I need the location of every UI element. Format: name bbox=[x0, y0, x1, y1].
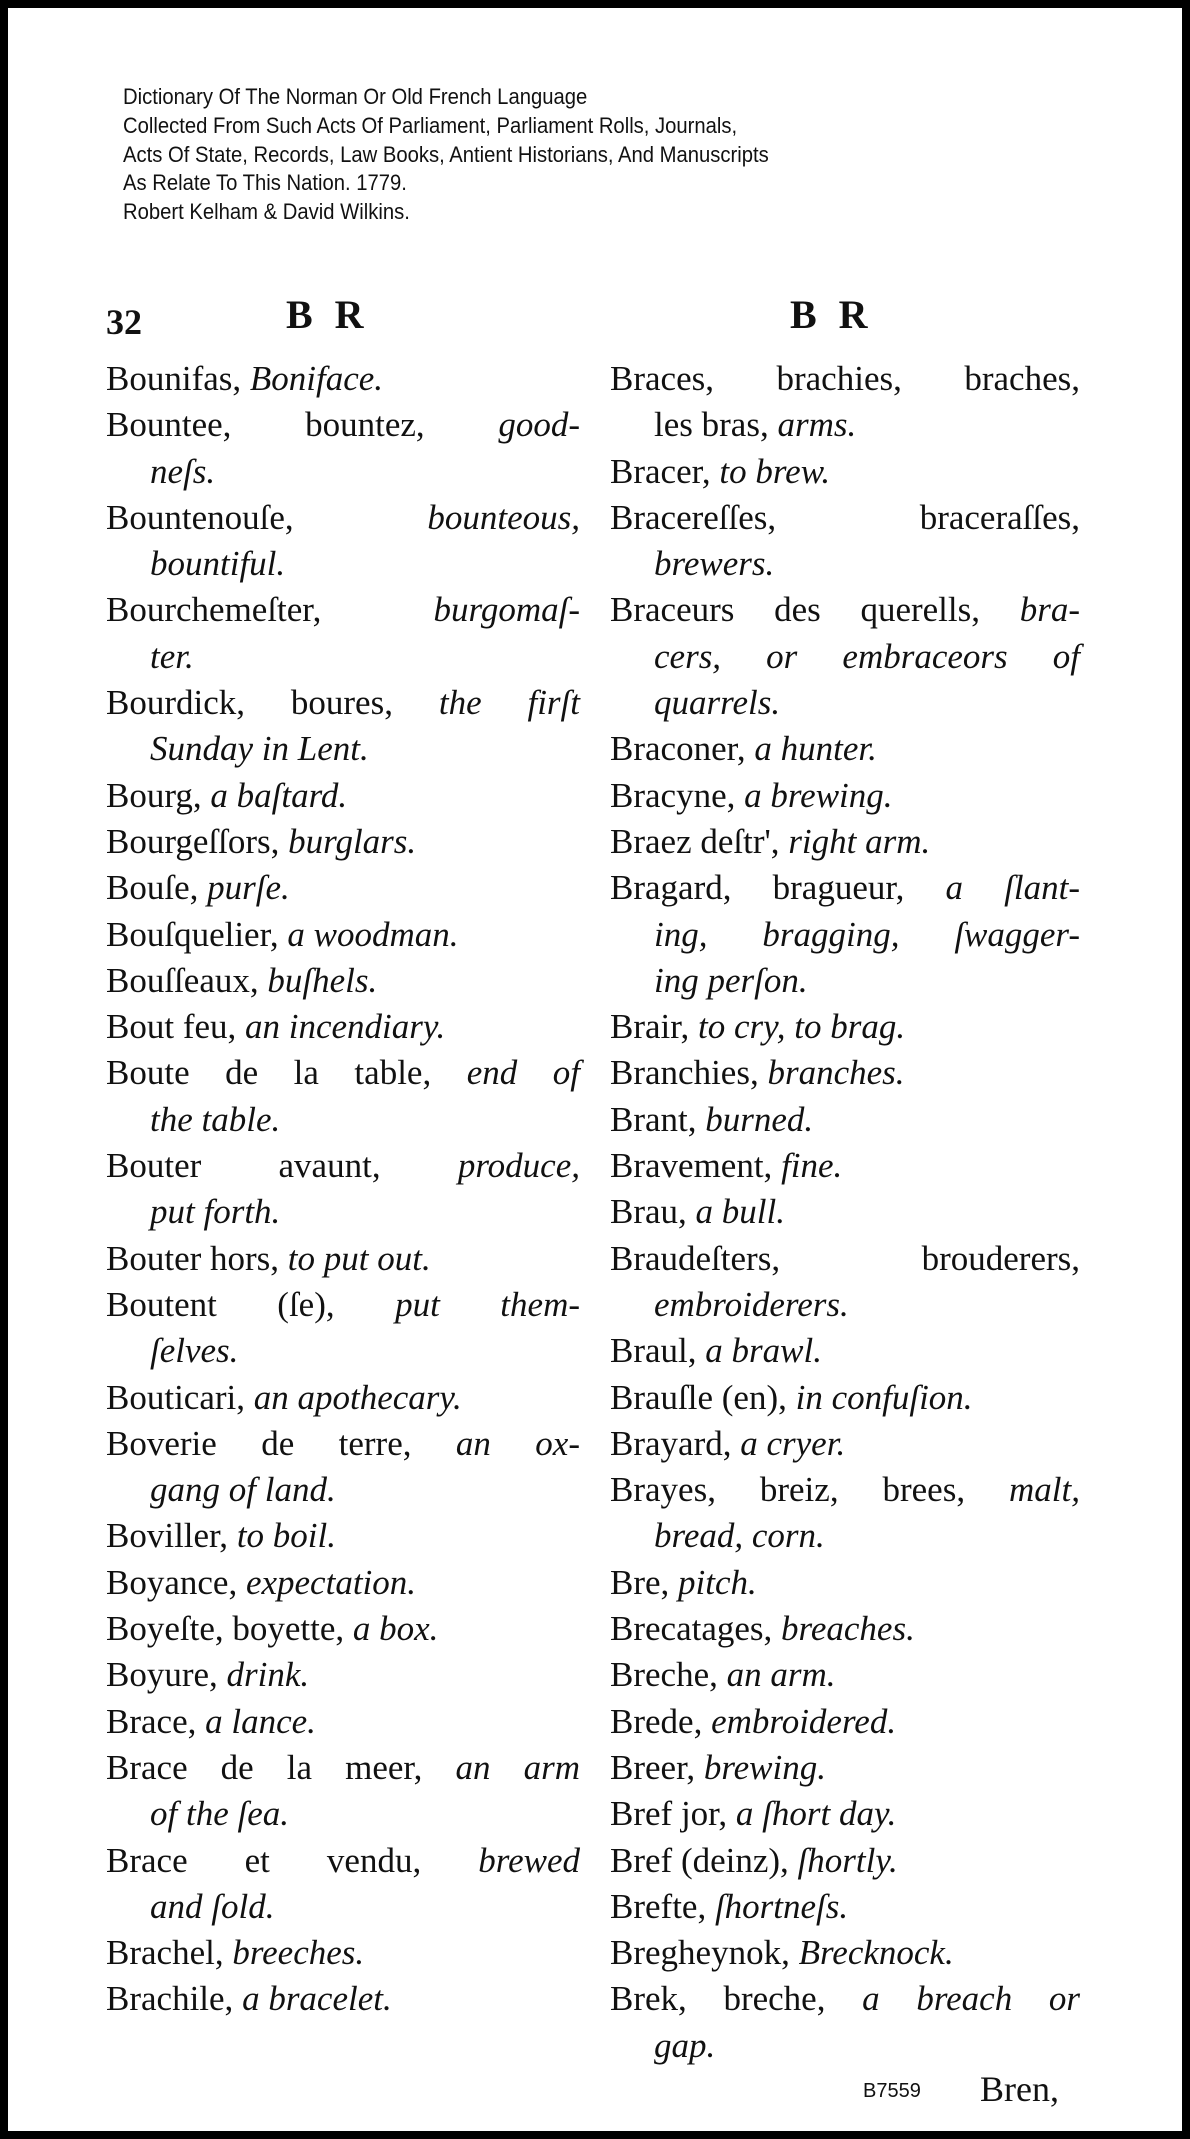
headword-text: Brant, bbox=[610, 1099, 706, 1139]
headword-text: Bountenouſe, bbox=[106, 497, 428, 537]
definition-text: a breach or bbox=[862, 1979, 1080, 2019]
entry-line bbox=[106, 356, 580, 402]
entry-line bbox=[106, 773, 580, 819]
headword-text: Bragard, bragueur, bbox=[610, 868, 946, 908]
entry-line bbox=[610, 912, 1080, 958]
headword-text: Bouſſeaux, bbox=[106, 960, 268, 1000]
definition-text: an apothecary. bbox=[253, 1377, 462, 1417]
running-head-left: B R bbox=[286, 292, 370, 337]
definition-text: brewers. bbox=[654, 544, 775, 584]
headword-text: Bounifas, bbox=[106, 359, 250, 398]
entry-line bbox=[106, 541, 580, 587]
entry-line bbox=[106, 495, 580, 541]
entry-line bbox=[610, 1375, 1080, 1421]
catalog-code: B7559 bbox=[863, 2080, 921, 2102]
headword-text: Brede, bbox=[610, 1701, 712, 1741]
definition-text: an arm bbox=[455, 1747, 580, 1787]
entry-line bbox=[106, 1467, 580, 1513]
definition-text: of the ſea. bbox=[150, 1794, 289, 1834]
definition-text: fine. bbox=[781, 1146, 843, 1186]
headword-text: Brek, breche, bbox=[610, 1979, 863, 2019]
entry-line bbox=[106, 449, 580, 495]
definition-text: burgomaſ- bbox=[433, 590, 580, 630]
headword-text: Bravement, bbox=[610, 1146, 782, 1186]
catchword: Bren, bbox=[980, 2069, 1059, 2109]
running-head-right: B R bbox=[790, 292, 874, 337]
definition-text: a hunter. bbox=[754, 729, 877, 769]
definition-text: expectation. bbox=[245, 1562, 417, 1602]
headword-text: Boyure, bbox=[106, 1655, 227, 1695]
definition-text: buſhels. bbox=[267, 960, 378, 1000]
entry-line bbox=[106, 958, 580, 1004]
entry-line bbox=[610, 1652, 1080, 1698]
entry-line bbox=[106, 1652, 580, 1698]
definition-text: bread, corn. bbox=[654, 1516, 825, 1556]
definition-text: branches. bbox=[767, 1053, 905, 1093]
headword-text: Bourg, bbox=[106, 775, 211, 815]
definition-text: embroidered. bbox=[711, 1701, 897, 1741]
header-line: As Relate To This Nation. 1779. bbox=[123, 170, 407, 196]
definition-text: in confuſion. bbox=[795, 1377, 973, 1417]
headword-text: Boyance, bbox=[106, 1562, 246, 1602]
definition-text: bounteous, bbox=[427, 497, 580, 537]
entry-line bbox=[106, 1050, 580, 1096]
right-column bbox=[610, 356, 1080, 2069]
entry-line bbox=[610, 958, 1080, 1004]
headword-text: Braudeſters, brouderers, bbox=[610, 1238, 1080, 1278]
definition-text: an arm. bbox=[726, 1655, 836, 1695]
entry-line bbox=[610, 2023, 1080, 2069]
definition-text: a baſtard. bbox=[210, 775, 348, 815]
headword-text: Bourdick, boures, bbox=[106, 683, 439, 723]
headword-text: Brayes, breiz, brees, bbox=[610, 1470, 1010, 1510]
entry-line bbox=[610, 449, 1080, 495]
entry-line bbox=[610, 1513, 1080, 1559]
headword-text: Brecatages, bbox=[610, 1609, 782, 1649]
entry-line bbox=[610, 680, 1080, 726]
headword-text: Brachel, bbox=[106, 1933, 233, 1973]
entry-line bbox=[610, 1838, 1080, 1884]
headword-text: Bountee, bountez, bbox=[106, 405, 499, 445]
definition-text: and ſold. bbox=[150, 1886, 275, 1926]
headword-text: Boviller, bbox=[106, 1516, 237, 1556]
headword-text: Bracereſſes, braceraſſes, bbox=[610, 497, 1080, 537]
entry-line bbox=[610, 634, 1080, 680]
definition-text: an incendiary. bbox=[245, 1007, 446, 1047]
definition-text: bra- bbox=[1019, 590, 1080, 630]
entry-line bbox=[610, 356, 1080, 402]
entry-line bbox=[106, 1097, 580, 1143]
definition-text: embroiderers. bbox=[654, 1284, 849, 1324]
headword-text: Brau, bbox=[610, 1192, 696, 1232]
entry-line bbox=[610, 1050, 1080, 1096]
entry-line bbox=[106, 1884, 580, 1930]
definition-text: a bracelet. bbox=[242, 1979, 392, 2019]
entry-line bbox=[610, 1745, 1080, 1791]
entry-line bbox=[610, 726, 1080, 772]
definition-text: neſs. bbox=[150, 451, 216, 491]
headword-text: Breer, bbox=[610, 1747, 704, 1787]
definition-text: the table. bbox=[150, 1099, 281, 1139]
headword-text: Bref (deinz), bbox=[610, 1840, 798, 1880]
definition-text: pitch. bbox=[678, 1562, 757, 1602]
dictionary-page bbox=[8, 8, 1182, 2131]
headword-text: Bouſe, bbox=[106, 868, 208, 908]
headword-text: Boyeſte, boyette, bbox=[106, 1609, 353, 1649]
definition-text: to boil. bbox=[236, 1516, 336, 1556]
definition-text: burglars. bbox=[288, 821, 417, 861]
definition-text: to brew. bbox=[719, 451, 831, 491]
definition-text: a ſlant- bbox=[945, 868, 1080, 908]
entry-line bbox=[610, 773, 1080, 819]
entry-line bbox=[106, 1745, 580, 1791]
definition-text: ſhortneſs. bbox=[714, 1886, 849, 1926]
headword-text: Boute de la table, bbox=[106, 1053, 467, 1093]
headword-text: Bref jor, bbox=[610, 1794, 736, 1834]
definition-text: bountiful. bbox=[150, 544, 286, 584]
entry-line bbox=[610, 1976, 1080, 2022]
entry-line bbox=[610, 587, 1080, 633]
entry-line bbox=[610, 1236, 1080, 1282]
headword-text: Bregheynok, bbox=[610, 1933, 799, 1973]
entry-line bbox=[106, 1699, 580, 1745]
definition-text: a woodman. bbox=[287, 914, 459, 954]
definition-text: good- bbox=[498, 405, 580, 445]
headword-text: Brace, bbox=[106, 1701, 206, 1741]
definition-text: ter. bbox=[150, 636, 194, 676]
entry-line bbox=[610, 495, 1080, 541]
page-number: 32 bbox=[106, 302, 142, 342]
headword-text: Braceurs des querells, bbox=[610, 590, 1020, 630]
entry-line bbox=[106, 402, 580, 448]
headword-text: Bouter hors, bbox=[106, 1238, 288, 1278]
header-line: Collected From Such Acts Of Parliament, Parliament Rolls, Journals, bbox=[123, 112, 738, 138]
entry-line bbox=[106, 912, 580, 958]
entry-line bbox=[610, 819, 1080, 865]
entry-line bbox=[106, 1328, 580, 1374]
entry-line bbox=[106, 1189, 580, 1235]
entry-line bbox=[106, 1236, 580, 1282]
definition-text: burned. bbox=[705, 1099, 814, 1139]
definition-text: brewed bbox=[478, 1840, 580, 1880]
left-column bbox=[106, 356, 580, 2023]
definition-text: Sunday in Lent. bbox=[150, 729, 369, 769]
definition-text: to put out. bbox=[287, 1238, 431, 1278]
headword-text: Braez deſtr', bbox=[610, 821, 789, 861]
definition-text: breaches. bbox=[781, 1609, 915, 1649]
entry-line bbox=[610, 1791, 1080, 1837]
entry-line bbox=[106, 680, 580, 726]
definition-text: malt, bbox=[1009, 1470, 1080, 1510]
entry-line bbox=[106, 865, 580, 911]
headword-text: Brace et vendu, bbox=[106, 1840, 479, 1880]
headword-text: Bouſquelier, bbox=[106, 914, 288, 954]
entry-line bbox=[610, 1930, 1080, 1976]
entry-line bbox=[610, 1699, 1080, 1745]
definition-text: a box. bbox=[352, 1609, 439, 1649]
entry-line bbox=[610, 1004, 1080, 1050]
entry-line bbox=[610, 1421, 1080, 1467]
headword-text: Bouticari, bbox=[106, 1377, 254, 1417]
entry-line bbox=[106, 1004, 580, 1050]
headword-text: Brair, bbox=[610, 1007, 699, 1047]
entry-line bbox=[610, 402, 1080, 448]
definition-text: end of bbox=[466, 1053, 580, 1093]
headword-text: Brayard, bbox=[610, 1423, 741, 1463]
entry-line bbox=[106, 1143, 580, 1189]
headword-text: Bouter avaunt, bbox=[106, 1146, 458, 1186]
headword-text: Brefte, bbox=[610, 1886, 715, 1926]
headword-text: Bourgeſſors, bbox=[106, 821, 289, 861]
definition-text: an ox- bbox=[455, 1423, 580, 1463]
definition-text: cers, or embraceors of bbox=[654, 636, 1080, 676]
entry-line bbox=[106, 1930, 580, 1976]
header-line: Robert Kelham & David Wilkins. bbox=[123, 199, 410, 225]
entry-line bbox=[106, 726, 580, 772]
definition-text: breeches. bbox=[232, 1933, 365, 1973]
entry-line bbox=[610, 1560, 1080, 1606]
entry-line bbox=[610, 1282, 1080, 1328]
definition-text: a brawl. bbox=[705, 1331, 822, 1371]
headword-text: Branchies, bbox=[610, 1053, 768, 1093]
entry-line bbox=[610, 1097, 1080, 1143]
definition-text: arms. bbox=[777, 405, 857, 445]
definition-text: put forth. bbox=[150, 1192, 281, 1232]
headword-text: Boutent (ſe), bbox=[106, 1284, 396, 1324]
header-line: Dictionary Of The Norman Or Old French Language bbox=[123, 84, 588, 109]
entry-line bbox=[106, 819, 580, 865]
definition-text: gang of land. bbox=[150, 1470, 336, 1510]
definition-text: a lance. bbox=[205, 1701, 316, 1741]
entry-line bbox=[610, 1189, 1080, 1235]
definition-text: produce, bbox=[457, 1146, 580, 1186]
entry-line bbox=[610, 541, 1080, 587]
definition-text: ſelves. bbox=[150, 1331, 239, 1371]
entry-line bbox=[610, 1606, 1080, 1652]
headword-text: Brauſle (en), bbox=[610, 1377, 796, 1417]
headword-text: Bourchemeſter, bbox=[106, 590, 434, 630]
entry-line bbox=[106, 1513, 580, 1559]
entry-line bbox=[610, 1884, 1080, 1930]
headword-text: Braul, bbox=[610, 1331, 706, 1371]
entry-line bbox=[106, 1791, 580, 1837]
definition-text: gap. bbox=[654, 2025, 716, 2065]
definition-text: ing, bragging, ſwagger- bbox=[654, 914, 1080, 954]
definition-text: right arm. bbox=[788, 821, 931, 861]
entry-line bbox=[610, 1328, 1080, 1374]
definition-text: a bull. bbox=[695, 1192, 785, 1232]
headword-text: Brace de la meer, bbox=[106, 1747, 456, 1787]
headword-text: Bout feu, bbox=[106, 1007, 246, 1047]
header-line: Acts Of State, Records, Law Books, Antient Historians, And Manuscripts bbox=[123, 141, 769, 167]
entry-line bbox=[106, 1838, 580, 1884]
entry-line bbox=[610, 865, 1080, 911]
entry-line bbox=[106, 1976, 580, 2022]
headword-text: Boverie de terre, bbox=[106, 1423, 456, 1463]
entry-line bbox=[610, 1467, 1080, 1513]
headword-text: Bracer, bbox=[610, 451, 720, 491]
entry-line bbox=[106, 587, 580, 633]
definition-text: quarrels. bbox=[654, 683, 781, 723]
entry-line bbox=[106, 1375, 580, 1421]
entry-line bbox=[106, 1560, 580, 1606]
definition-text: a cryer. bbox=[740, 1423, 846, 1463]
definition-text: put them- bbox=[395, 1284, 580, 1324]
definition-text: drink. bbox=[226, 1655, 310, 1695]
entry-line bbox=[106, 634, 580, 680]
headword-text: Braconer, bbox=[610, 729, 755, 769]
definition-text: brewing. bbox=[703, 1747, 827, 1787]
source-header bbox=[123, 83, 769, 227]
entry-line bbox=[106, 1282, 580, 1328]
definition-text: Boniface. bbox=[249, 359, 384, 398]
definition-text: Brecknock. bbox=[798, 1933, 954, 1973]
definition-text: to cry, to brag. bbox=[698, 1007, 906, 1047]
headword-text: Bre, bbox=[610, 1562, 679, 1602]
definition-text: a brewing. bbox=[744, 775, 893, 815]
headword-text: les bras, bbox=[654, 405, 778, 445]
entry-line bbox=[610, 1143, 1080, 1189]
headword-text: Bracyne, bbox=[610, 775, 745, 815]
headword-text: Braces, brachies, braches, bbox=[610, 359, 1080, 398]
definition-text: ſhortly. bbox=[797, 1840, 898, 1880]
definition-text: ing perſon. bbox=[654, 960, 808, 1000]
headword-text: Breche, bbox=[610, 1655, 727, 1695]
headword-text: Brachile, bbox=[106, 1979, 243, 2019]
entry-line bbox=[106, 1421, 580, 1467]
definition-text: purſe. bbox=[207, 868, 290, 908]
definition-text: a ſhort day. bbox=[735, 1794, 897, 1834]
entry-line bbox=[106, 1606, 580, 1652]
definition-text: the firſt bbox=[438, 683, 580, 723]
